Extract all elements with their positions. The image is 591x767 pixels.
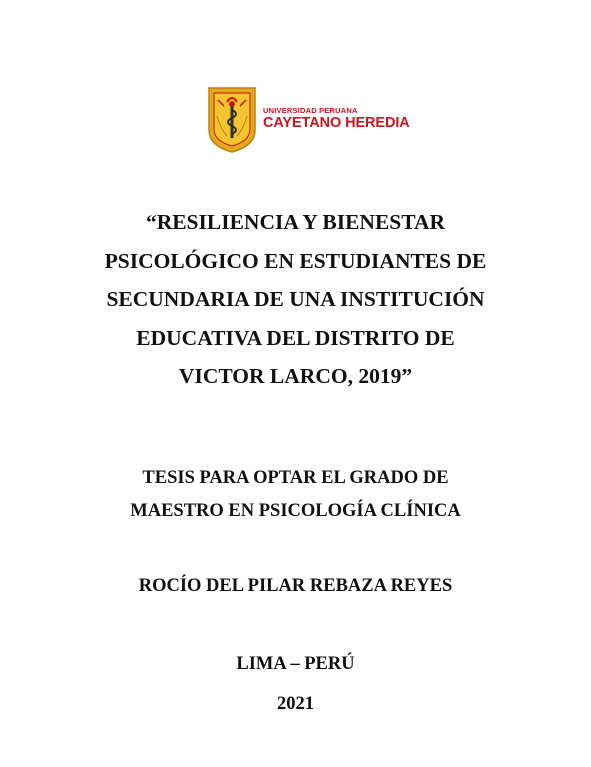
author-name: ROCÍO DEL PILAR REBAZA REYES: [138, 576, 453, 596]
thesis-title: [40, 203, 551, 396]
thesis-title-line: VICTOR LARCO, 2019”: [178, 364, 413, 388]
university-wordmark: [263, 106, 423, 131]
thesis-title-line: SECUNDARIA DE UNA INSTITUCIÓN: [106, 287, 485, 311]
university-name-line1: UNIVERSIDAD PERUANA: [263, 106, 358, 115]
degree-statement-line: TESIS PARA OPTAR EL GRADO DE: [142, 468, 449, 488]
place-of-publication: LIMA – PERÚ: [236, 654, 355, 674]
degree-statement-line: MAESTRO EN PSICOLOGÍA CLÍNICA: [130, 501, 461, 521]
publication-year: 2021: [277, 694, 314, 714]
degree-statement: [40, 462, 551, 528]
university-name-line2: CAYETANO HEREDIA: [263, 115, 410, 131]
thesis-title-line: “RESILIENCIA Y BIENESTAR: [145, 210, 446, 234]
thesis-title-line: PSICOLÓGICO EN ESTUDIANTES DE: [104, 248, 487, 273]
thesis-title-line: EDUCATIVA DEL DISTRITO DE: [136, 325, 455, 350]
university-logo: [207, 86, 419, 156]
university-seal-icon: [207, 86, 257, 154]
